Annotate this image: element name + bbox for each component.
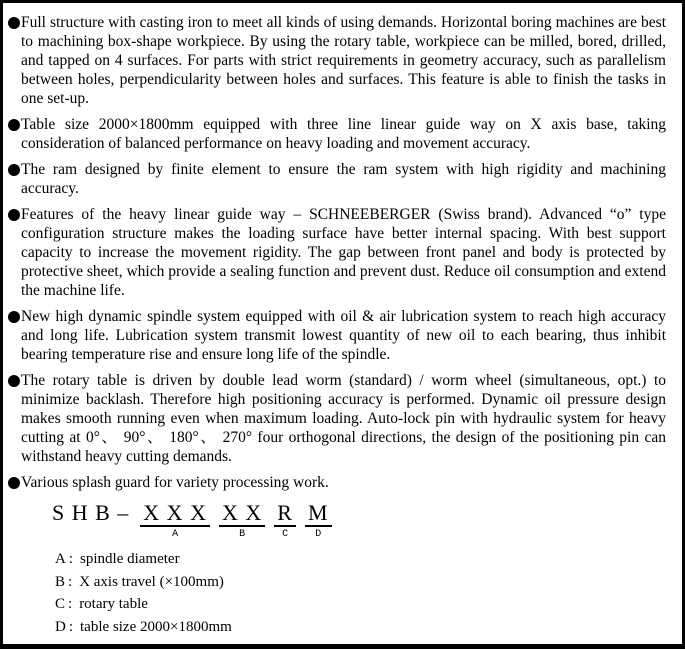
bullet-text: The ram designed by finite element to ensure the ram system with high rigidity and machining accuracy. [21,161,666,197]
bullet-text: New high dynamic spindle system equipped with oil & air lubrication system to reach high accuracy and long life. Lubrication system transmit lowest quantity of new oil to each bearing, thus inhibit bearing temperature rise and ensure long life of the spindle. [21,308,666,363]
bullet-paragraph-splash-guard [8,473,666,492]
bullet-paragraph-table-size [8,115,666,153]
bullet-paragraph-ram [8,160,666,198]
model-code-label: B [239,529,246,541]
bullet-icon [8,375,20,387]
legend-separator: : [68,573,73,590]
bullet-icon [8,311,20,323]
legend-desc: table size 2000×1800mm [80,618,232,635]
model-code-chars: X X X [140,501,210,527]
model-code-label: C [282,529,289,541]
bullet-text: Table size 2000×1800mm equipped with three line linear guide way on X axis base, taking consideration of balanced performance on heavy loading and movement accuracy. [21,116,666,152]
legend-key: D [55,618,66,635]
bullet-paragraph-guide-way [8,205,666,300]
legend-desc: rotary table [79,596,148,613]
legend-desc: X axis travel (×100mm) [79,573,224,590]
bullet-paragraph-structure [8,13,666,108]
model-code-chars: R [274,501,296,527]
legend-key: C [55,596,66,613]
bullet-text: Various splash guard for variety processing work. [21,474,329,491]
model-code-group-a [140,501,210,540]
bullet-list [8,13,666,492]
legend-separator: : [68,551,74,568]
legend-item-a [55,548,666,571]
model-code-legend [55,548,666,638]
bullet-text: Features of the heavy linear guide way – SCHNEEBERGER (Swiss brand). Advanced “o” type configuration structure makes the loading surface have better internal spacing. With best support capacity to increase the movement rigidity. The gap between front panel and body is protected by protective sheet, which provide a sealing function and prevent dust. Reduce oil consumption and extend the machine life. [21,206,666,299]
bullet-icon [8,209,20,221]
legend-item-d [55,616,666,639]
bullet-paragraph-rotary-table [8,371,666,466]
model-code-prefix: S H B – [52,500,130,525]
legend-item-b [55,571,666,594]
model-code-label: A [172,529,179,541]
bullet-paragraph-spindle [8,307,666,364]
bullet-icon [8,17,20,29]
model-code-label: D [315,529,322,541]
legend-key: B [55,573,66,590]
legend-separator: : [68,618,74,635]
legend-desc: spindle diameter [80,551,180,568]
legend-key: A [55,551,66,568]
model-code-group-b [219,501,265,540]
bullet-text: The rotary table is driven by double lead worm (standard) / worm wheel (simultaneous, opt.) to minimize backlash. Therefore high positioning accuracy is performed. Dynamic oil pressure design makes smooth running even when maximum loading. Auto-lock pin with hydraulic system for heavy cutting at 0°、 90°、 180°、 270° four orthogonal directions, the design of the positioning pin can withstand heavy cutting demands. [21,372,666,465]
model-code-chars: M [305,501,332,527]
legend-item-c [55,593,666,616]
bullet-icon [8,119,20,131]
bullet-icon [8,164,20,176]
bullet-icon [8,477,20,489]
model-code [52,500,666,540]
model-code-group-d [305,501,332,540]
legend-separator: : [68,596,73,613]
model-code-chars: X X [219,501,265,527]
bullet-text: Full structure with casting iron to meet all kinds of using demands. Horizontal boring machines are best to machining box-shape workpiece. By using the rotary table, workpiece can be milled, bored, drilled, and tapped on 4 surfaces. For parts with strict requirements in geometry accuracy, such as parallelism between holes, perpendicularity between holes and surfaces. This feature is able to finish the tasks in one set-up. [21,14,666,107]
model-code-group-c [274,501,296,540]
